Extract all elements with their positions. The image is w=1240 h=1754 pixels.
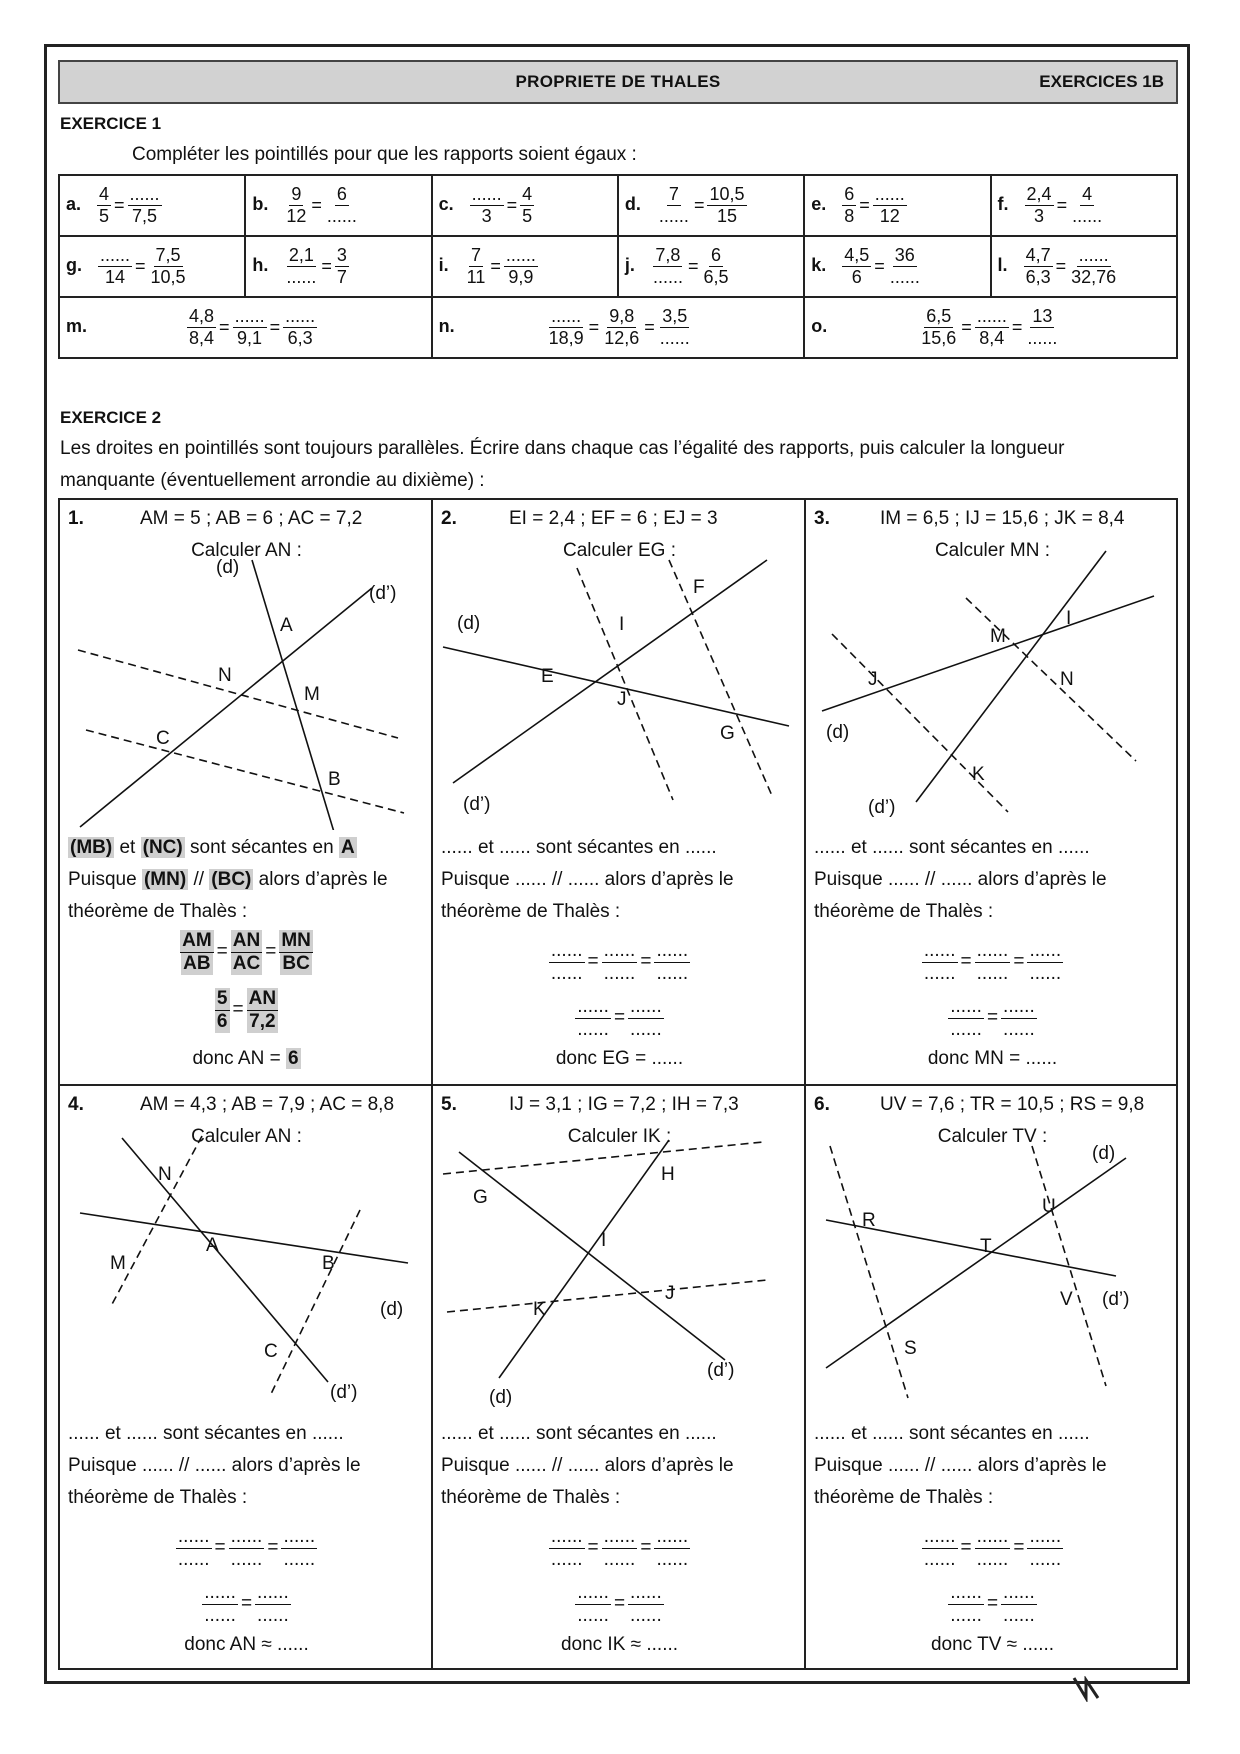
problem-number: 5.: [441, 1094, 457, 1115]
item-a: a. $\frac{4}{5}$ = $\frac{......}{7,5}$: [59, 175, 245, 236]
figure-3: [806, 530, 1179, 830]
exercise-2-grid: [58, 498, 1178, 1670]
answer-line: donc AN = 6: [192, 1048, 299, 1069]
item-o: o. $\frac{6,5}{15,6}$ = $\frac{......}{8,4}$ = $\frac{13}{......}$: [804, 297, 1177, 358]
problem-5: [433, 1086, 806, 1670]
point-C: C: [156, 728, 170, 749]
question: Calculer MN :: [934, 540, 1051, 561]
point-N: N: [1060, 669, 1074, 690]
question: Calculer AN :: [191, 1126, 302, 1147]
point-G: G: [473, 1187, 488, 1208]
ratio-equality-blank: $\frac{......}{......}$ = $\frac{......}{......}$ = $\frac{......}{......}$: [923, 1526, 1062, 1570]
point-I: I: [619, 614, 625, 635]
label-d-prime: (d’): [707, 1360, 735, 1381]
given-values: AM = 5 ; AB = 6 ; AC = 7,2: [140, 508, 363, 529]
point-A: A: [206, 1235, 219, 1256]
point-B: B: [322, 1253, 335, 1274]
point-N: N: [218, 665, 232, 686]
figure-6: [806, 1116, 1179, 1416]
given-values: IM = 6,5 ; IJ = 15,6 ; JK = 8,4: [880, 508, 1125, 529]
problem-6: [806, 1086, 1179, 1670]
point-B: B: [328, 769, 341, 790]
problem-number: 3.: [814, 508, 830, 529]
problem-number: 1.: [68, 508, 84, 529]
table-row: [59, 236, 1177, 297]
problem-1: [60, 500, 433, 1084]
point-H: H: [661, 1164, 675, 1185]
ratio-substitution-blank: $\frac{......}{......}$ = $\frac{......}{......}$: [577, 1582, 662, 1626]
ratio-equality-blank: $\frac{......}{......}$ = $\frac{......}{......}$ = $\frac{......}{......}$: [177, 1526, 316, 1570]
question: Calculer TV :: [937, 1126, 1048, 1147]
item-n: n. $\frac{......}{18,9}$ = $\frac{9,8}{12,6}$ = $\frac{3,5}{......}$: [432, 297, 805, 358]
solution-text: ...... et ...... sont sécantes en ...... Puisque ...... // ...... alors d’après le théorème de Thalès :: [814, 837, 1107, 922]
solution-text: ...... et ...... sont sécantes en ...... Puisque ...... // ...... alors d’après le théorème de Thalès :: [68, 1423, 361, 1508]
item-f: f. $\frac{2,4}{3}$ = $\frac{4}{......}$: [991, 175, 1177, 236]
label-d-prime: (d’): [463, 794, 491, 815]
solution-text: ...... et ...... sont sécantes en ...... Puisque ...... // ...... alors d’après le théorème de Thalès :: [441, 837, 734, 922]
ratio-substitution: $\frac{5}{6}$ = $\frac{AN}{7,2}$: [216, 988, 277, 1032]
point-J: J: [665, 1283, 675, 1304]
point-J: J: [868, 669, 878, 690]
item-c: c. $\frac{......}{3}$ = $\frac{4}{5}$: [432, 175, 618, 236]
problem-number: 6.: [814, 1094, 830, 1115]
label-d: (d): [1092, 1143, 1116, 1164]
problem-number: 2.: [441, 508, 457, 529]
problem-4: [60, 1086, 433, 1670]
label-d-prime: (d’): [868, 797, 896, 818]
question: Calculer EG :: [563, 540, 676, 561]
ratio-equality-blank: $\frac{......}{......}$ = $\frac{......}{......}$ = $\frac{......}{......}$: [550, 940, 689, 984]
figure-1: [60, 530, 433, 830]
given-values: AM = 4,3 ; AB = 7,9 ; AC = 8,8: [140, 1094, 395, 1115]
item-l: l. $\frac{4,7}{6,3}$ = $\frac{......}{32,76}$: [991, 236, 1177, 297]
point-M: M: [110, 1253, 126, 1274]
item-g: g. $\frac{......}{14}$ = $\frac{7,5}{10,5}$: [59, 236, 245, 297]
page-header: [58, 60, 1178, 104]
point-K: K: [533, 1299, 546, 1320]
point-U: U: [1042, 1196, 1056, 1217]
figure-5: [433, 1116, 806, 1416]
ratio-substitution-blank: $\frac{......}{......}$ = $\frac{......}{......}$: [204, 1582, 289, 1626]
ratio-equality-blank: $\frac{......}{......}$ = $\frac{......}{......}$ = $\frac{......}{......}$: [923, 940, 1062, 984]
exercise-2-instruction-2: manquante (éventuellement arrondie au dixième) :: [60, 470, 485, 491]
item-m: m. $\frac{4,8}{8,4}$ = $\frac{......}{9,1}$ = $\frac{......}{6,3}$: [59, 297, 432, 358]
given-values: UV = 7,6 ; TR = 10,5 ; RS = 9,8: [880, 1094, 1145, 1115]
exercise-1-title: EXERCICE 1: [60, 114, 162, 133]
label-d: (d): [216, 557, 240, 578]
exercise-1-table: [58, 174, 1178, 359]
item-i: i. $\frac{7}{11}$ = $\frac{......}{9,9}$: [432, 236, 618, 297]
label-d: (d): [489, 1387, 513, 1408]
label-d: (d): [457, 613, 481, 634]
point-S: S: [904, 1338, 917, 1359]
point-R: R: [862, 1210, 876, 1231]
ratio-equality-blank: $\frac{......}{......}$ = $\frac{......}{......}$ = $\frac{......}{......}$: [550, 1526, 689, 1570]
answer-line: donc IK ≈ ......: [560, 1634, 679, 1655]
label-d: (d): [826, 722, 850, 743]
point-J: J: [617, 689, 627, 710]
point-C: C: [264, 1341, 278, 1362]
exercise-2-instruction-1: Les droites en pointillés sont toujours parallèles. Écrire dans chaque cas l’égalité des rapports, puis calculer la longueur: [60, 438, 1065, 459]
given-values: IJ = 3,1 ; IG = 7,2 ; IH = 7,3: [509, 1094, 739, 1115]
answer-line: donc AN ≈ ......: [184, 1634, 309, 1655]
exercise-1-instruction: Compléter les pointillés pour que les rapports soient égaux :: [132, 144, 637, 165]
point-M: M: [990, 626, 1006, 647]
ratio-substitution-blank: $\frac{......}{......}$ = $\frac{......}{......}$: [577, 996, 662, 1040]
point-V: V: [1060, 1289, 1073, 1310]
question: Calculer IK :: [567, 1126, 672, 1147]
label-d: (d): [380, 1299, 404, 1320]
point-A: A: [280, 615, 293, 636]
solution-text: (MB) et (NC) sont sécantes en A Puisque (MN) // (BC) alors d’après le théorème de Thalès :: [68, 837, 388, 922]
label-d-prime: (d’): [369, 583, 397, 604]
point-F: F: [693, 577, 705, 598]
problem-number: 4.: [68, 1094, 84, 1115]
item-d: d. $\frac{7}{......}$ = $\frac{10,5}{15}$: [618, 175, 804, 236]
problem-3: [806, 500, 1179, 1084]
figure-4: [60, 1116, 433, 1416]
question: Calculer AN :: [191, 540, 302, 561]
item-b: b. $\frac{9}{12}$ = $\frac{6}{......}$: [245, 175, 431, 236]
item-k: k. $\frac{4,5}{6}$ = $\frac{36}{......}$: [804, 236, 990, 297]
solution-text: ...... et ...... sont sécantes en ...... Puisque ...... // ...... alors d’après le théorème de Thalès :: [441, 1423, 734, 1508]
ratio-substitution-blank: $\frac{......}{......}$ = $\frac{......}{......}$: [950, 1582, 1035, 1626]
ratio-substitution-blank: $\frac{......}{......}$ = $\frac{......}{......}$: [950, 996, 1035, 1040]
exercise-2-title: EXERCICE 2: [60, 408, 162, 427]
label-d-prime: (d’): [1102, 1289, 1130, 1310]
point-M: M: [304, 684, 320, 705]
point-G: G: [720, 723, 735, 744]
point-K: K: [972, 764, 985, 785]
table-row: [59, 175, 1177, 236]
item-e: e. $\frac{6}{8}$ = $\frac{......}{12}$: [804, 175, 990, 236]
ratio-equality: $\frac{AM}{AB}$ = $\frac{AN}{AC}$ = $\frac{MN}{BC}$: [182, 930, 311, 974]
label-d-prime: (d’): [330, 1382, 358, 1403]
corner-mark: [1072, 1676, 1112, 1702]
problem-2: [433, 500, 806, 1084]
answer-line: donc EG = ......: [555, 1048, 684, 1069]
table-row: [59, 297, 1177, 358]
given-values: EI = 2,4 ; EF = 6 ; EJ = 3: [509, 508, 718, 529]
answer-line: donc MN = ......: [927, 1048, 1058, 1069]
item-h: h. $\frac{2,1}{......}$ = $\frac{3}{7}$: [245, 236, 431, 297]
figure-2: [433, 530, 806, 830]
page-title: PROPRIETE DE THALES: [515, 72, 721, 91]
solution-text: ...... et ...... sont sécantes en ...... Puisque ...... // ...... alors d’après le théorème de Thalès :: [814, 1423, 1107, 1508]
point-N: N: [158, 1164, 172, 1185]
item-j: j. $\frac{7,8}{......}$ = $\frac{6}{6,5}$: [618, 236, 804, 297]
point-E: E: [541, 666, 554, 687]
exercise-id: EXERCICES 1B: [1039, 72, 1164, 91]
point-T: T: [980, 1236, 992, 1257]
point-I: I: [601, 1230, 607, 1251]
point-I: I: [1066, 608, 1072, 629]
answer-line: donc TV ≈ ......: [930, 1634, 1055, 1655]
